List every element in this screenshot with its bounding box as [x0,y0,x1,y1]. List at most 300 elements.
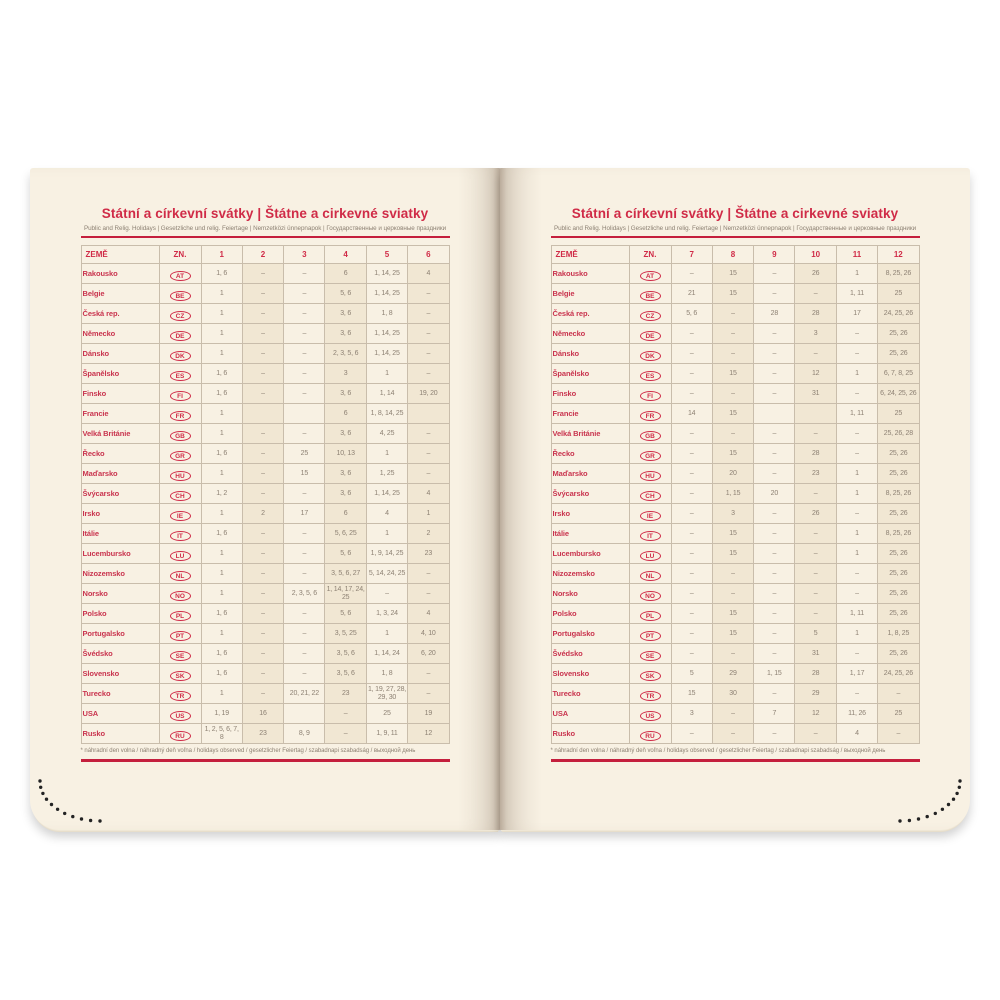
holiday-dates-cell: 1 [201,584,242,604]
country-code-cell [159,604,201,624]
holiday-dates-cell [408,404,449,424]
holiday-dates-cell: 20 [754,484,795,504]
holiday-dates-cell: 1, 9, 14, 25 [366,544,407,564]
holiday-dates-cell: 1, 15 [712,484,753,504]
holiday-dates-cell: – [836,504,877,524]
country-code-badge: CH [640,491,661,501]
table-row [81,484,449,504]
table-row [81,284,449,304]
table-row [551,344,919,364]
holiday-dates-cell: 1, 6 [201,664,242,684]
holiday-dates-cell: – [242,284,283,304]
holiday-dates-cell: – [408,284,449,304]
bottom-rule [81,759,450,762]
holiday-dates-cell: 20, 21, 22 [284,684,325,704]
holiday-dates-cell: 24, 25, 26 [878,664,919,684]
page-subtitle: Public and Relig. Holidays | Gesetzliche und relig. Feiertage | Nemzetközi ünnepnapok | Государственные и церковные праздники [83,225,447,232]
holiday-dates-cell: 4, 10 [408,624,449,644]
holiday-dates-cell: 1, 6 [201,644,242,664]
table-row [551,384,919,404]
country-code-cell [159,384,201,404]
country-code-cell [629,464,671,484]
holiday-dates-cell: 24, 25, 26 [878,304,919,324]
holiday-dates-cell: 1 [366,444,407,464]
country-name: Portugalsko [551,624,629,644]
holiday-dates-cell: 1 [201,464,242,484]
holiday-dates-cell: 25, 26 [878,544,919,564]
holiday-dates-cell: 3 [712,504,753,524]
country-code-cell [629,684,671,704]
holiday-dates-cell: 1 [836,544,877,564]
holiday-dates-cell: 1, 14, 17, 24, 25 [325,584,366,604]
holiday-dates-cell: – [836,684,877,704]
footnote: * náhradní den volna / náhradný deň voľna / holidays observed / gesetzlicher Feiertag / szabadnapi szabadság / выходной день [550,748,886,754]
holiday-dates-cell: 1 [201,404,242,424]
holiday-dates-cell: 23 [795,464,836,484]
holiday-dates-cell: – [754,444,795,464]
holiday-dates-cell: – [754,284,795,304]
holiday-dates-cell: 15 [712,444,753,464]
holiday-dates-cell: 3, 6 [325,324,366,344]
country-name: Rakousko [81,264,159,284]
holiday-dates-cell: 31 [795,384,836,404]
holiday-dates-cell: 1, 14, 24 [366,644,407,664]
holiday-dates-cell: 1, 6 [201,524,242,544]
country-code-cell [159,504,201,524]
holiday-dates-cell: – [754,384,795,404]
holiday-dates-cell: – [836,564,877,584]
country-code-cell [629,484,671,504]
holiday-dates-cell: – [671,644,712,664]
holiday-dates-cell: – [712,344,753,364]
holiday-dates-cell: – [284,344,325,364]
country-name: Irsko [81,504,159,524]
table-row [551,544,919,564]
holiday-dates-cell: 1, 11 [836,604,877,624]
holiday-dates-cell: – [408,664,449,684]
holiday-dates-cell: – [408,364,449,384]
holiday-dates-cell: 5 [671,664,712,684]
country-code-cell [159,484,201,504]
country-name: Turecko [551,684,629,704]
holiday-dates-cell: 1 [201,424,242,444]
table-row [81,564,449,584]
holiday-dates-cell: 25, 26 [878,324,919,344]
holiday-dates-cell: 3, 6 [325,384,366,404]
country-name: Švýcarsko [81,484,159,504]
holiday-dates-cell: 8, 25, 26 [878,264,919,284]
holiday-dates-cell: – [836,424,877,444]
country-code-badge: HU [170,471,191,481]
holiday-dates-cell: 4 [408,604,449,624]
holiday-dates-cell: 26 [795,504,836,524]
table-row [551,324,919,344]
holiday-dates-cell: 1, 25 [366,464,407,484]
country-name: Česká rep. [81,304,159,324]
holiday-dates-cell: 25 [878,284,919,304]
holiday-dates-cell: 8, 25, 26 [878,484,919,504]
holiday-dates-cell: 5, 14, 24, 25 [366,564,407,584]
column-header-month: 7 [671,246,712,264]
country-code-badge: NL [170,571,191,581]
country-name: Řecko [81,444,159,464]
country-name: USA [81,704,159,724]
holiday-dates-cell: 19 [408,704,449,724]
holiday-dates-cell: 6, 7, 8, 25 [878,364,919,384]
holiday-dates-cell: 4, 25 [366,424,407,444]
holiday-dates-cell: – [242,364,283,384]
holiday-dates-cell: 25, 26 [878,604,919,624]
country-name: Norsko [551,584,629,604]
holiday-dates-cell: 10, 13 [325,444,366,464]
holiday-dates-cell: 2, 3, 5, 6 [284,584,325,604]
holiday-dates-cell: 17 [836,304,877,324]
country-code-cell [629,704,671,724]
holiday-dates-cell: 1 [836,264,877,284]
holiday-dates-cell: 1, 2, 5, 6, 7, 8 [201,724,242,744]
holiday-dates-cell: 1, 14, 25 [366,324,407,344]
holiday-dates-cell: – [754,364,795,384]
holiday-dates-cell [284,704,325,724]
holiday-dates-cell: 1, 14, 25 [366,284,407,304]
holiday-dates-cell: – [712,724,753,744]
holiday-dates-cell: 14 [671,404,712,424]
country-name: Maďarsko [81,464,159,484]
column-header-month: 8 [712,246,753,264]
holiday-dates-cell: 23 [242,724,283,744]
column-header-month: 9 [754,246,795,264]
page-title: Státní a církevní svátky | Štátne a cirkevné sviatky [101,206,429,221]
holiday-dates-cell [284,404,325,424]
country-code-badge: NO [170,591,191,601]
country-code-badge: US [170,711,191,721]
country-code-cell [629,644,671,664]
holiday-dates-cell: – [284,364,325,384]
column-header-month: 5 [366,246,407,264]
holiday-dates-cell: – [284,324,325,344]
holiday-dates-cell: – [284,624,325,644]
country-code-cell [159,304,201,324]
country-code-badge: GB [640,431,661,441]
holiday-dates-cell: 2 [408,524,449,544]
country-code-cell [629,324,671,344]
holiday-dates-cell: 4 [366,504,407,524]
country-code-badge: ES [640,371,661,381]
country-code-badge: RU [170,731,191,741]
table-row [551,444,919,464]
corner-dots-decoration-right [892,779,962,827]
holiday-dates-cell: – [671,544,712,564]
column-header-month: 6 [408,246,449,264]
country-code-badge: DE [170,331,191,341]
table-row [551,484,919,504]
holiday-dates-cell: – [712,704,753,724]
holiday-dates-cell: 3, 6 [325,304,366,324]
holiday-dates-cell: – [242,524,283,544]
holiday-dates-cell: – [795,604,836,624]
country-code-cell [159,344,201,364]
holiday-dates-cell: – [242,324,283,344]
country-name: Švýcarsko [551,484,629,504]
country-code-cell [159,524,201,544]
country-name: Portugalsko [81,624,159,644]
holiday-dates-cell: – [671,344,712,364]
holiday-dates-cell: – [712,324,753,344]
holiday-dates-cell: 1, 19 [201,704,242,724]
table-row [551,704,919,724]
table-row [551,664,919,684]
country-code-cell [629,664,671,684]
holiday-dates-cell: – [242,664,283,684]
holiday-dates-cell: – [795,724,836,744]
holiday-dates-cell: – [284,484,325,504]
holiday-dates-cell: – [671,464,712,484]
holiday-dates-cell: – [878,684,919,704]
country-code-badge: GR [640,451,661,461]
holiday-dates-cell: – [754,524,795,544]
country-code-cell [629,604,671,624]
holiday-dates-cell: – [284,304,325,324]
country-code-cell [629,544,671,564]
country-code-badge: US [640,711,661,721]
table-row [81,584,449,604]
holiday-dates-cell: – [408,684,449,704]
holiday-dates-cell: 12 [408,724,449,744]
country-name: Dánsko [551,344,629,364]
country-code-badge: LU [640,551,661,561]
country-code-cell [629,504,671,524]
holiday-dates-cell: 15 [712,264,753,284]
holiday-dates-cell: – [712,564,753,584]
holiday-dates-cell: 5, 6 [325,604,366,624]
holiday-dates-cell: – [836,644,877,664]
table-row [81,344,449,364]
country-name: Lucembursko [551,544,629,564]
country-name: Česká rep. [551,304,629,324]
country-code-badge: DK [640,351,661,361]
holiday-dates-cell: 3, 5, 25 [325,624,366,644]
table-row [81,384,449,404]
holiday-dates-cell: – [671,324,712,344]
country-code-cell [629,344,671,364]
holiday-dates-cell: 28 [754,304,795,324]
country-code-badge: AT [640,271,661,281]
table-row [81,304,449,324]
country-code-cell [629,444,671,464]
country-code-cell [629,284,671,304]
holiday-dates-cell: 1 [201,564,242,584]
holiday-dates-cell: 1 [366,524,407,544]
table-row [81,604,449,624]
holiday-dates-cell: 1, 15 [754,664,795,684]
holiday-dates-cell: 29 [712,664,753,684]
holiday-dates-cell: 23 [325,684,366,704]
holiday-dates-cell: – [284,664,325,684]
holiday-dates-cell: – [795,544,836,564]
holiday-dates-cell: 29 [795,684,836,704]
holiday-dates-cell: – [408,464,449,484]
holiday-dates-cell: 15 [712,604,753,624]
holiday-dates-cell: – [671,484,712,504]
country-name: Německo [81,324,159,344]
holiday-dates-cell: – [836,384,877,404]
holiday-dates-cell: 1, 11 [836,284,877,304]
holiday-dates-cell: 7 [754,704,795,724]
holiday-dates-cell: – [242,464,283,484]
country-name: Maďarsko [551,464,629,484]
holiday-dates-cell: 1 [366,624,407,644]
holiday-dates-cell: 3 [325,364,366,384]
country-code-cell [159,704,201,724]
country-code-badge: NL [640,571,661,581]
table-row [81,424,449,444]
country-code-cell [159,264,201,284]
holiday-dates-cell: 1 [201,304,242,324]
holiday-dates-cell: – [284,544,325,564]
country-code-badge: PT [170,631,191,641]
country-code-badge: CH [170,491,191,501]
country-code-badge: FI [640,391,661,401]
holiday-dates-cell: 1, 14, 25 [366,264,407,284]
holiday-dates-cell: – [408,444,449,464]
country-code-cell [159,624,201,644]
holiday-dates-cell: – [712,424,753,444]
country-code-cell [159,464,201,484]
holiday-dates-cell: 1 [201,284,242,304]
country-code-cell [159,404,201,424]
holiday-dates-cell: – [671,364,712,384]
holiday-dates-cell: – [754,604,795,624]
holiday-dates-cell: 1, 8 [366,664,407,684]
holiday-dates-cell: 28 [795,664,836,684]
holiday-dates-cell: – [671,564,712,584]
country-name: Itálie [81,524,159,544]
country-name: Rakousko [551,264,629,284]
holiday-dates-cell: 1 [201,324,242,344]
holiday-dates-cell: 5, 6 [325,544,366,564]
country-code-badge: FI [170,391,191,401]
holiday-dates-cell: – [836,444,877,464]
table-row [551,364,919,384]
holiday-dates-cell: 1, 11 [836,404,877,424]
holiday-dates-cell: – [836,584,877,604]
table-row [551,564,919,584]
holiday-dates-cell: – [754,424,795,444]
holiday-dates-cell: – [242,264,283,284]
holiday-dates-cell: 6, 20 [408,644,449,664]
country-name: Nizozemsko [81,564,159,584]
holiday-dates-cell: – [795,564,836,584]
holiday-dates-cell: 25 [878,404,919,424]
holiday-dates-cell: – [284,524,325,544]
footnote: * náhradní den volna / náhradný deň voľna / holidays observed / gesetzlicher Feiertag / szabadnapi szabadság / выходной день [80,748,416,754]
holiday-dates-cell: – [408,424,449,444]
country-name: Norsko [81,584,159,604]
holiday-dates-cell: – [754,644,795,664]
holiday-dates-cell: 1, 3, 24 [366,604,407,624]
table-row [551,644,919,664]
holiday-table-months-1-6 [81,245,450,744]
country-name: Řecko [551,444,629,464]
country-name: Rusko [81,724,159,744]
table-row [551,284,919,304]
holiday-dates-cell: – [284,424,325,444]
holiday-dates-cell: 28 [795,444,836,464]
table-row [551,304,919,324]
table-row [81,524,449,544]
country-name: Švédsko [81,644,159,664]
country-code-badge: SE [640,651,661,661]
country-code-badge: TR [640,691,661,701]
holiday-dates-cell: – [408,324,449,344]
holiday-dates-cell: – [671,444,712,464]
country-name: Finsko [551,384,629,404]
holiday-dates-cell: – [671,384,712,404]
country-name: Polsko [81,604,159,624]
holiday-dates-cell: – [408,344,449,364]
country-code-cell [629,364,671,384]
holiday-dates-cell: 1, 6 [201,604,242,624]
country-name: Velká Británie [81,424,159,444]
header-rule [81,236,450,238]
holiday-dates-cell: 1, 6 [201,444,242,464]
country-code-badge: BE [170,291,191,301]
table-row [81,464,449,484]
country-name: Švédsko [551,644,629,664]
holiday-dates-cell: 20 [712,464,753,484]
holiday-dates-cell: 1, 2 [201,484,242,504]
country-code-cell [629,424,671,444]
holiday-dates-cell: – [671,624,712,644]
table-row [551,264,919,284]
holiday-dates-cell: – [242,564,283,584]
country-code-cell [159,644,201,664]
holiday-dates-cell: – [754,624,795,644]
holiday-dates-cell: 1 [836,524,877,544]
country-code-badge: DK [170,351,191,361]
country-code-badge: BE [640,291,661,301]
column-header-month: 2 [242,246,283,264]
holiday-dates-cell: 1 [836,464,877,484]
country-code-cell [629,404,671,424]
country-name: Německo [551,324,629,344]
holiday-dates-cell: 2, 3, 5, 6 [325,344,366,364]
country-name: Belgie [81,284,159,304]
column-header-code: ZN. [159,246,201,264]
holiday-dates-cell: 6, 24, 25, 26 [878,384,919,404]
country-code-badge: IT [170,531,191,541]
column-header-country: ZEMĚ [551,246,629,264]
country-name: Itálie [551,524,629,544]
country-name: Irsko [551,504,629,524]
holiday-dates-cell: 15 [712,284,753,304]
table-row [81,624,449,644]
column-header-code: ZN. [629,246,671,264]
holiday-dates-cell: – [671,264,712,284]
holiday-dates-cell: 1, 19, 27, 28, 29, 30 [366,684,407,704]
holiday-dates-cell: – [795,524,836,544]
holiday-dates-cell: 1 [408,504,449,524]
country-code-badge: LU [170,551,191,561]
holiday-dates-cell: – [242,624,283,644]
holiday-dates-cell: – [754,344,795,364]
holiday-dates-cell: 23 [408,544,449,564]
holiday-dates-cell: 3, 5, 6 [325,664,366,684]
holiday-dates-cell: – [754,264,795,284]
country-code-cell [159,664,201,684]
holiday-dates-cell: 8, 25, 26 [878,524,919,544]
holiday-dates-cell: – [795,424,836,444]
